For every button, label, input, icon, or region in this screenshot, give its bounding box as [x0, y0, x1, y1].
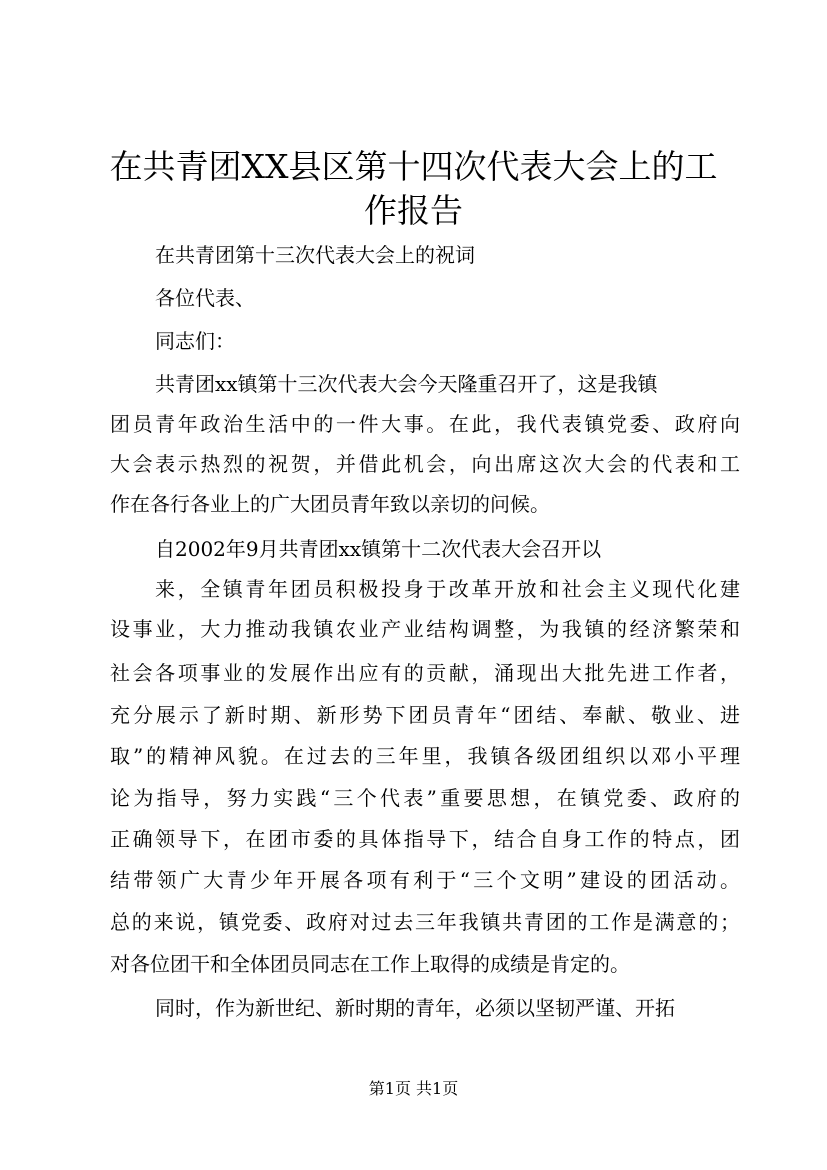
paragraph-line: 取”的精神风貌。在过去的三年里，我镇各级团组织以邓小平理 [110, 744, 740, 768]
paragraph-line: 论为指导，努力实践“三个代表”重要思想，在镇党委、政府的 [110, 786, 740, 810]
paragraph-line: 充分展示了新时期、新形势下团员青年“团结、奉献、敬业、进 [110, 703, 740, 727]
paragraph-line: 作在各行各业上的广大团员青年致以亲切的问候。 [110, 492, 550, 516]
page-footer: 第1页 共1页 [368, 1079, 459, 1098]
paragraph-line: 同时，作为新世纪、新时期的青年，必须以坚韧严谨、开拓 [155, 996, 675, 1020]
paragraph-line: 大会表示热烈的祝贺，并借此机会，向出席这次大会的代表和工 [110, 452, 740, 476]
document-title: 在共青团XX县区第十四次代表大会上的工作报告 [109, 147, 718, 230]
paragraph-line: 社会各项事业的发展作出应有的贡献，涌现出大批先进工作者， [110, 661, 740, 685]
paragraph-line: 自2002年9月共青团xx镇第十二次代表大会召开以 [155, 537, 602, 561]
paragraph-line: 来，全镇青年团员积极投身于改革开放和社会主义现代化建 [155, 577, 740, 601]
paragraph-line: 正确领导下，在团市委的具体指导下，结合自身工作的特点，团 [110, 827, 740, 851]
paragraph-line: 结带领广大青少年开展各项有利于“三个文明”建设的团活动。 [110, 868, 740, 892]
paragraph-line: 对各位团干和全体团员同志在工作上取得的成绩是肯定的。 [110, 952, 630, 976]
salutation-line: 同志们： [155, 329, 235, 353]
paragraph-line: 设事业，大力推动我镇农业产业结构调整，为我镇的经济繁荣和 [110, 617, 740, 641]
paragraph-line: 共青团xx镇第十三次代表大会今天隆重召开了，这是我镇 [155, 372, 658, 396]
paragraph-line: 总的来说，镇党委、政府对过去三年我镇共青团的工作是满意的； [110, 910, 740, 934]
paragraph-line: 团员青年政治生活中的一件大事。在此，我代表镇党委、政府向 [110, 412, 740, 436]
speech-subtitle: 在共青团第十三次代表大会上的祝词 [155, 243, 475, 267]
salutation-line: 各位代表、 [155, 286, 255, 310]
